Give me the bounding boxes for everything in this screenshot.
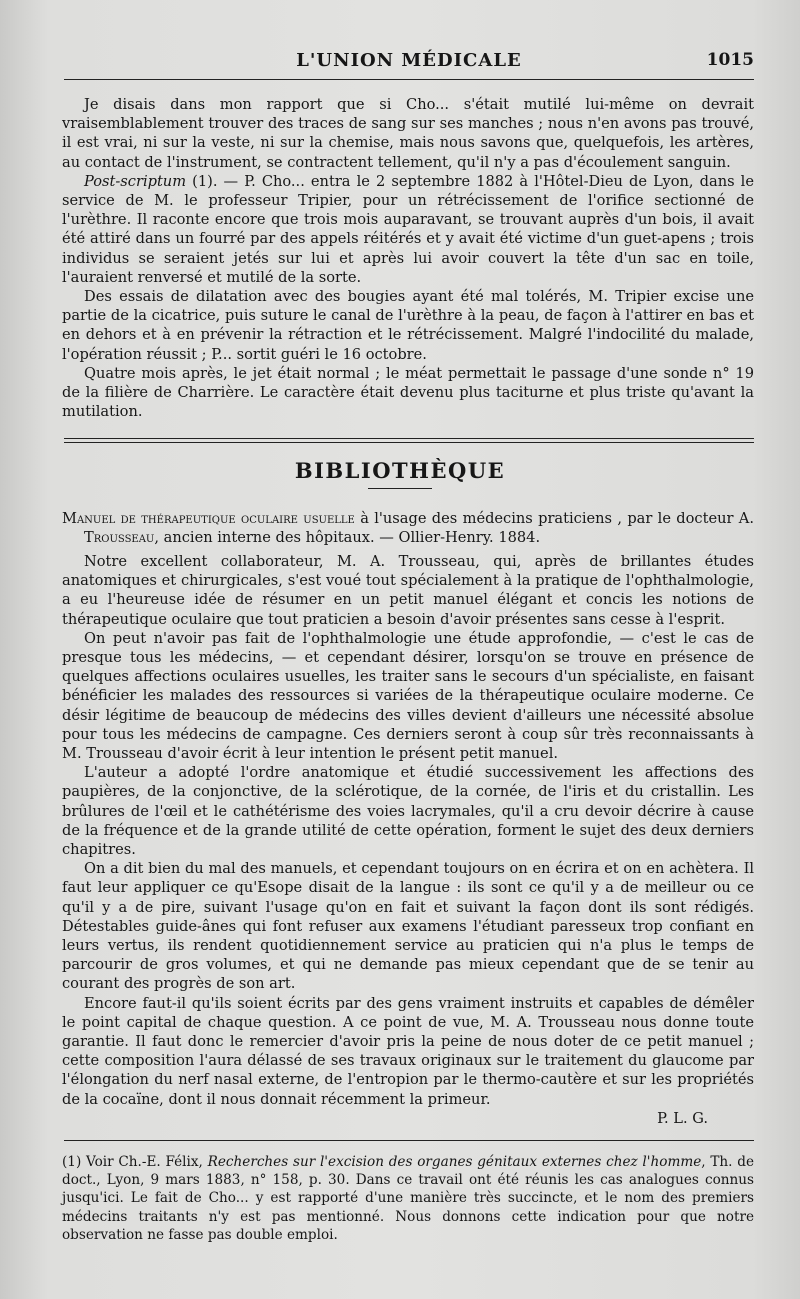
title-underline bbox=[368, 488, 432, 489]
reference-author: Trousseau bbox=[84, 529, 155, 547]
reference-detail: à l'usage des médecins praticiens , bbox=[354, 510, 622, 527]
book-title: Manuel de thérapeutique oculaire usuelle bbox=[62, 510, 355, 527]
running-header bbox=[64, 46, 754, 76]
footnote bbox=[62, 1153, 754, 1244]
reference-author-prefix: par le docteur A. bbox=[627, 510, 754, 527]
book-reference bbox=[62, 509, 754, 547]
page-number: 1015 bbox=[706, 50, 754, 70]
postscript-paragraph bbox=[62, 172, 754, 287]
paragraph: On peut n'avoir pas fait de l'ophthalmologie une étude approfondie, — c'est le cas de presque tous les médecins, — et cependant désirer, lorsqu'on se trouve en présence de quelques affections oculaires usuelles, les traiter sans le secours d'un spécialiste, en faisant bénéficier les malades des ressources si variées de la thérapeutique oculaire moderne. Ce désir légitime de beaucoup de médecins des villes devient d'ailleurs une nécessité absolue pour tous les médecins de campagne. Ces derniers seront à coup sûr très reconnaissants à M. Trousseau d'avoir écrit à leur intention le présent petit manuel. bbox=[62, 629, 754, 763]
case-report-text bbox=[62, 95, 754, 421]
footnote-rule bbox=[64, 1140, 754, 1141]
reference-publisher: , ancien interne des hôpitaux. — Ollier-Henry. 1884. bbox=[154, 529, 541, 547]
header-rule bbox=[64, 79, 754, 80]
paragraph: Quatre mois après, le jet était normal ; le méat permettait le passage d'une sonde n° 19 de la filière de Charrière. Le caractère était devenu plus taciturne et plus triste qu'avant la mutilation. bbox=[62, 364, 754, 421]
footnote-rest: , Th. de doct., Lyon, 9 mars 1883, n° 158, p. 30. Dans ce travail ont été réunis les cas analogues connus jusqu'ici. Le fait de Cho... y est rapporté d'une manière très succincte, et le nom des premiers médecins traitants n'y est pas mentionné. Nous donnons cette indication pour que notre observation ne fasse pas double emploi. bbox=[62, 1154, 754, 1243]
paragraph: On a dit bien du mal des manuels, et cependant toujours on en écrira et on en achètera. Il faut leur appliquer ce qu'Esope disait de la langue : ils sont ce qu'il y a de meilleur ou ce qu'il y a de pire, suivant l'usage qu'on en fait et suivant la façon dont ils sont rédigés. Détestables guide-ânes qui font refuser aux examens l'étudiant paresseux trop confiant en leurs vertus, ils rendent quotidiennement service au praticien qui n'a plus le temps de parcourir de gros volumes, et qui ne demande pas mieux cependant que de se tenir au courant des progrès de son art. bbox=[62, 860, 754, 993]
review-text bbox=[62, 552, 754, 1128]
postscript-note: (1). — bbox=[186, 172, 245, 190]
journal-title: L'UNION MÉDICALE bbox=[296, 50, 522, 71]
postscript-label: Post-scriptum bbox=[84, 172, 187, 190]
section-title: BIBLIOTHÈQUE bbox=[294, 458, 506, 483]
paragraph: Notre excellent collaborateur, M. A. Trousseau, qui, après de brillantes études anatomiques et chirurgicales, s'est voué tout spécialement à la pratique de l'ophthalmologie, a eu l'heureuse idée de résumer en un petit manuel élégant et concis les notions de thérapeutique oculaire que tout praticien a besoin d'avoir présentes sans cesse à l'esprit. bbox=[62, 553, 754, 628]
section-rule-bottom bbox=[64, 442, 754, 443]
signature: P. L. G. bbox=[657, 1109, 708, 1127]
paragraph: Je disais dans mon rapport que si Cho... s'était mutilé lui-même on devrait vraisemblablement trouver des traces de sang sur ses manches ; nous n'en avons pas trouvé, il est vrai, ni sur la veste, ni sur la chemise, mais nous savons que, quelquefois, les artères, au contact de l'instrument, se contractent tellement, qu'il n'y a pas d'écoulement sanguin. bbox=[62, 96, 754, 171]
footnote-cited-title: Recherches sur l'excision des organes génitaux externes chez l'homme bbox=[207, 1154, 702, 1170]
footnote-text bbox=[62, 1153, 754, 1244]
section-rule-top bbox=[64, 438, 754, 439]
paragraph: Encore faut-il qu'ils soient écrits par des gens vraiment instruits et capables de démêler le point capital de chaque question. A ce point de vue, M. A. Trousseau nous donne toute garantie. Il faut donc le remercier d'avoir pris la peine de nous doter de ce petit manuel ; cette composition l'aura délassé de ses travaux originaux sur le traitement du glaucome par l'élongation du nerf nasal externe, de l'entropion par le thermo-cautère et sur les propriétés de la cocaïne, dont il nous donnait récemment la primeur. bbox=[62, 994, 754, 1108]
postscript-text: P. Cho... entra le 2 septembre 1882 à l'Hôtel-Dieu de Lyon, dans le service de M. le professeur Tripier, pour un rétrécissement de l'orifice sectionné de l'urèthre. Il raconte encore que trois mois auparavant, se trouvant auprès d'un bois, il avait été attiré dans un fourré par des appels réitérés et y avait été victime d'un guet-apens ; trois individus se seraient jetés sur lui et après lui avoir couvert la tête d'un sac en toile, l'auraient renversé et mutilé de la sorte. bbox=[62, 172, 754, 286]
paragraph: L'auteur a adopté l'ordre anatomique et étudié successivement les affections des paupières, de la conjonctive, de la sclérotique, de la cornée, de l'iris et du cristallin. Les brûlures de l'œil et le cathétérisme des voies lacrymales, qu'il a cru devoir décrire à cause de la fréquence et de la grande utilité de cette opération, forment le sujet des deux derniers chapitres. bbox=[62, 764, 754, 859]
paragraph: Des essais de dilatation avec des bougies ayant été mal tolérés, M. Tripier excise une partie de la cicatrice, puis suture le canal de l'urèthre à la peau, de façon à l'attirer en bas et en dehors et à en prévenir la rétraction et le rétrécissement. Malgré l'indocilité du malade, l'opération réussit ; P... sortit guéri le 16 octobre. bbox=[62, 288, 754, 363]
footnote-prefix: (1) Voir Ch.-E. Félix, bbox=[62, 1154, 208, 1170]
